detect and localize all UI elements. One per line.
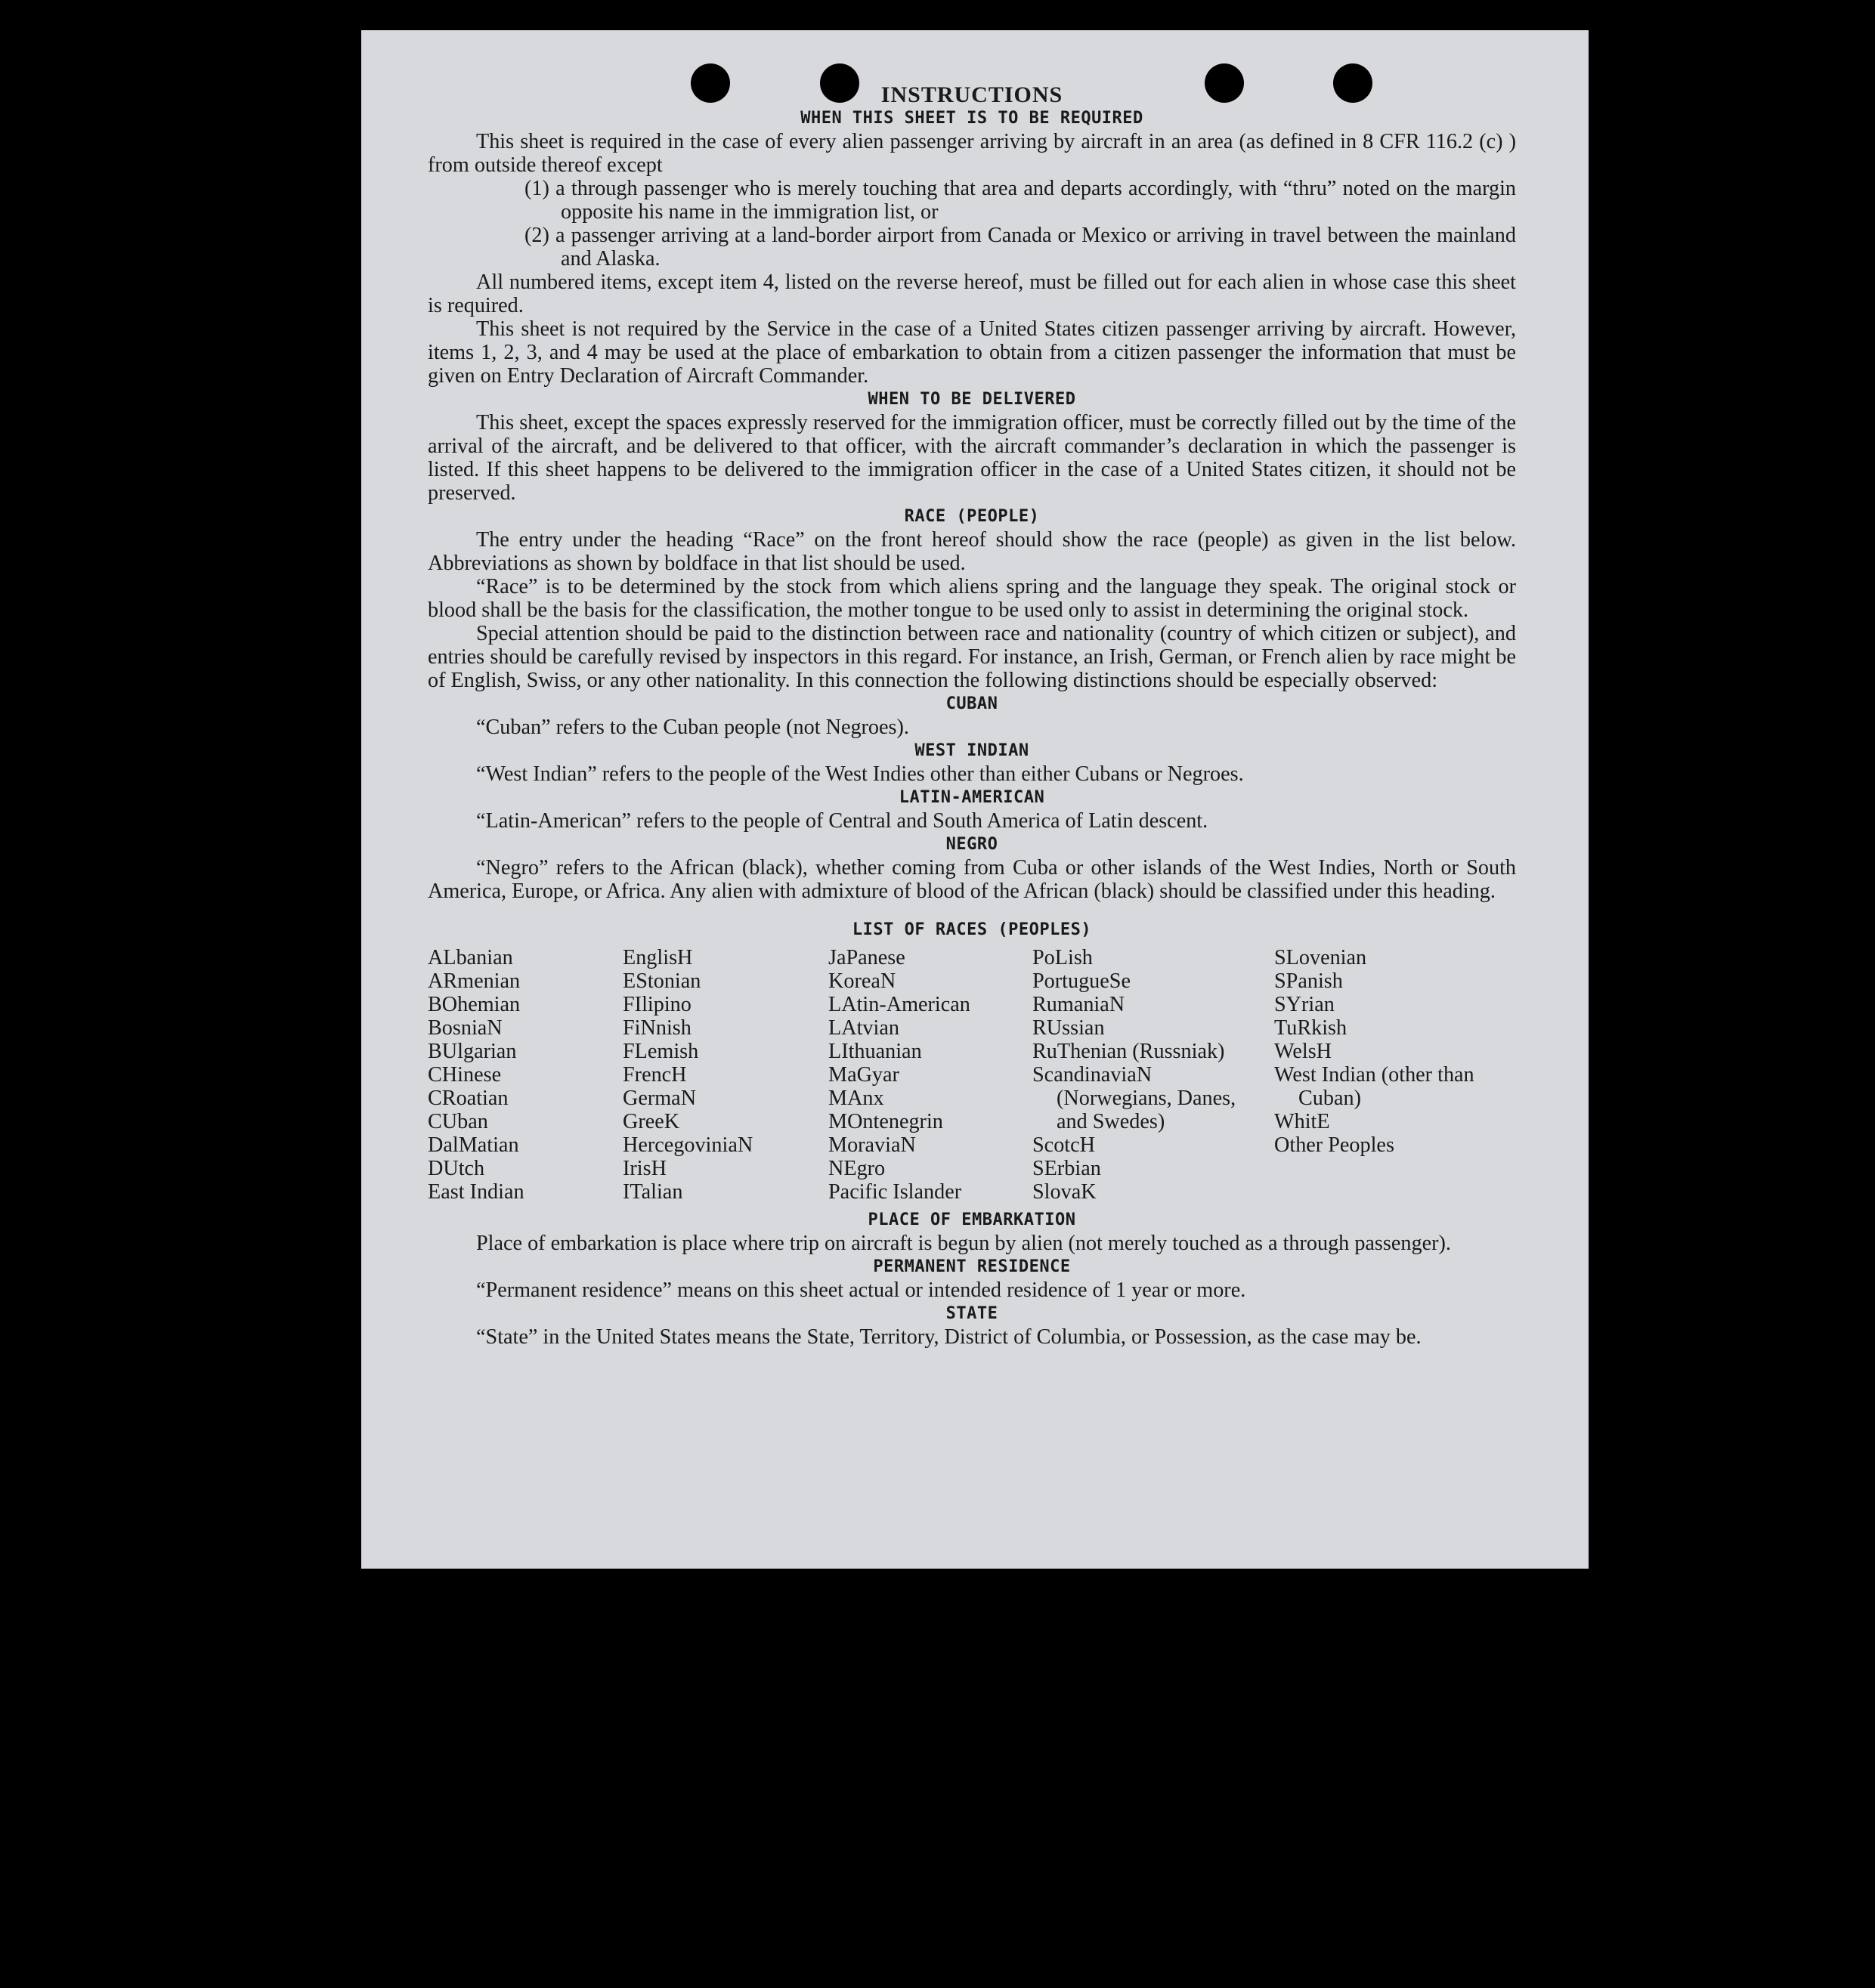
section-heading: LATIN-AMERICAN (899, 788, 1045, 807)
race-entry: LIthuanian (828, 1040, 922, 1063)
race-entry: FIlipino (623, 993, 692, 1016)
race-entry: DUtch (428, 1157, 485, 1180)
race-entry: MoraviaN (828, 1133, 916, 1157)
race-entry: FiNnish (623, 1016, 692, 1040)
races-heading: LIST OF RACES (PEOPLES) (852, 920, 1092, 939)
race-entry: MAnx (828, 1087, 884, 1110)
race-entry: WhitE (1274, 1110, 1330, 1133)
race-entry: ARmenian (428, 969, 521, 993)
races-column (1032, 946, 1274, 1204)
instructions-body (428, 83, 1516, 1349)
section-heading: WEST INDIAN (914, 741, 1029, 760)
race-entry: LAtin-American (828, 993, 970, 1016)
section-heading: STATE (945, 1304, 998, 1323)
race-entry: CUban (428, 1110, 488, 1133)
race-entry: FLemish (623, 1040, 699, 1063)
race-entry: TuRkish (1274, 1016, 1347, 1040)
race-entry: SLovenian (1274, 946, 1367, 969)
race-entry: KoreaN (828, 969, 896, 993)
section-heading: RACE (PEOPLE) (904, 507, 1040, 526)
race-entry: HercegoviniaN (623, 1133, 753, 1157)
list-item: (2) a passenger arriving at a land-border airport from Canada or Mexico or arriving in travel between the mainland and Alaska. (524, 224, 1516, 271)
section-heading: WHEN THIS SHEET IS TO BE REQUIRED (800, 109, 1143, 128)
race-entry: SlovaK (1032, 1180, 1097, 1204)
race-entry: NEgro (828, 1157, 886, 1180)
race-entry: RuThenian (Russniak) (1032, 1040, 1225, 1063)
race-entry: BosniaN (428, 1016, 503, 1040)
race-entry: DalMatian (428, 1133, 519, 1157)
race-entry: CRoatian (428, 1087, 509, 1110)
paragraph: This sheet is required in the case of every alien passenger arriving by aircraft in an area (as defined in 8 CFR 116.2 (c) ) from outside thereof except (428, 130, 1516, 177)
race-entry: SErbian (1032, 1157, 1101, 1180)
race-entry: PoLish (1032, 946, 1093, 969)
paragraph: “Latin-American” refers to the people of Central and South America of Latin descent. (476, 809, 1208, 833)
race-entry: SYrian (1274, 993, 1335, 1016)
race-entry: BUlgarian (428, 1040, 517, 1063)
race-entry: East Indian (428, 1180, 524, 1204)
paragraph: All numbered items, except item 4, listed on the reverse hereof, must be filled out for each alien in whose case this sheet is required. (428, 271, 1516, 317)
race-entry: JaPanese (828, 946, 905, 969)
paragraph: Place of embarkation is place where trip on aircraft is begun by alien (not merely touched as a through passenger). (476, 1232, 1451, 1255)
race-entry: CHinese (428, 1063, 502, 1087)
paragraph: “State” in the United States means the State, Territory, District of Columbia, or Possession, as the case may be. (476, 1325, 1422, 1349)
race-entry: ITalian (623, 1180, 683, 1204)
race-entry: GermaN (623, 1087, 697, 1110)
race-entry: FrencH (623, 1063, 687, 1087)
paragraph: “Cuban” refers to the Cuban people (not Negroes). (476, 716, 909, 739)
paragraph: This sheet, except the spaces expressly reserved for the immigration officer, must be correctly filled out by the time of the arrival of the aircraft, and be delivered to that officer, with the aircraft commander’s declaration in which the passenger is listed. If this sheet happens to be delivered to the immigration officer in the case of a United States citizen, it should not be preserved. (428, 411, 1516, 505)
races-list (428, 946, 1516, 1204)
races-column (428, 946, 623, 1204)
page-title: INSTRUCTIONS (880, 82, 1063, 107)
race-entry: MaGyar (828, 1063, 899, 1087)
race-entry: RUssian (1032, 1016, 1105, 1040)
race-entry: ScandinaviaN (Norwegians, Danes, and Swedes) (1032, 1063, 1236, 1133)
section-heading: WHEN TO BE DELIVERED (868, 390, 1076, 409)
races-column (1274, 946, 1486, 1204)
race-entry: BOhemian (428, 993, 521, 1016)
races-column (623, 946, 828, 1204)
race-entry: Other Peoples (1274, 1133, 1394, 1157)
race-entry: West Indian (other than Cuban) (1274, 1063, 1474, 1110)
race-entry: Pacific Islander (828, 1180, 962, 1204)
document-page (361, 30, 1589, 1569)
paragraph: Special attention should be paid to the distinction between race and nationality (country of which citizen or subject), and entries should be carefully revised by inspectors in this regard. For instance, an Irish, German, or French alien by race might be of English, Swiss, or any other nationality. In this connection the following distinctions should be especially observed: (428, 622, 1516, 692)
section-heading: NEGRO (945, 835, 998, 854)
list-item: (1) a through passenger who is merely touching that area and departs accordingly, with “thru” noted on the margin opposite his name in the immigration list, or (524, 177, 1516, 224)
race-entry: ALbanian (428, 946, 513, 969)
race-entry: MOntenegrin (828, 1110, 943, 1133)
paragraph: “Race” is to be determined by the stock from which aliens spring and the language they speak. The original stock or blood shall be the basis for the classification, the mother tongue to be used only to assist in determining the original stock. (428, 575, 1516, 622)
race-entry: LAtvian (828, 1016, 899, 1040)
race-entry: WelsH (1274, 1040, 1332, 1063)
race-entry: GreeK (623, 1110, 680, 1133)
paragraph: “Permanent residence” means on this sheet actual or intended residence of 1 year or more. (476, 1278, 1246, 1302)
paragraph: “Negro” refers to the African (black), whether coming from Cuba or other islands of the West Indies, North or South America, Europe, or Africa. Any alien with admixture of blood of the African (black) should be classified under this heading. (428, 856, 1516, 903)
race-entry: SPanish (1274, 969, 1343, 993)
section-heading: CUBAN (945, 694, 998, 713)
race-entry: RumaniaN (1032, 993, 1125, 1016)
race-entry: ScotcH (1032, 1133, 1095, 1157)
section-heading: PERMANENT RESIDENCE (873, 1257, 1071, 1276)
section-heading: PLACE OF EMBARKATION (868, 1210, 1076, 1229)
race-entry: EnglisH (623, 946, 693, 969)
paragraph: “West Indian” refers to the people of the West Indies other than either Cubans or Negroes. (476, 762, 1244, 786)
race-entry: EStonian (623, 969, 701, 993)
paragraph: The entry under the heading “Race” on the front hereof should show the race (people) as given in the list below. Abbreviations as shown by boldface in that list should be used. (428, 528, 1516, 575)
paragraph: This sheet is not required by the Service in the case of a United States citizen passenger arriving by aircraft. However, items 1, 2, 3, and 4 may be used at the place of embarkation to obtain from a citizen passenger the information that must be given on Entry Declaration of Aircraft Commander. (428, 317, 1516, 388)
race-entry: PortugueSe (1032, 969, 1131, 993)
race-entry: IrisH (623, 1157, 667, 1180)
races-column (828, 946, 1032, 1204)
